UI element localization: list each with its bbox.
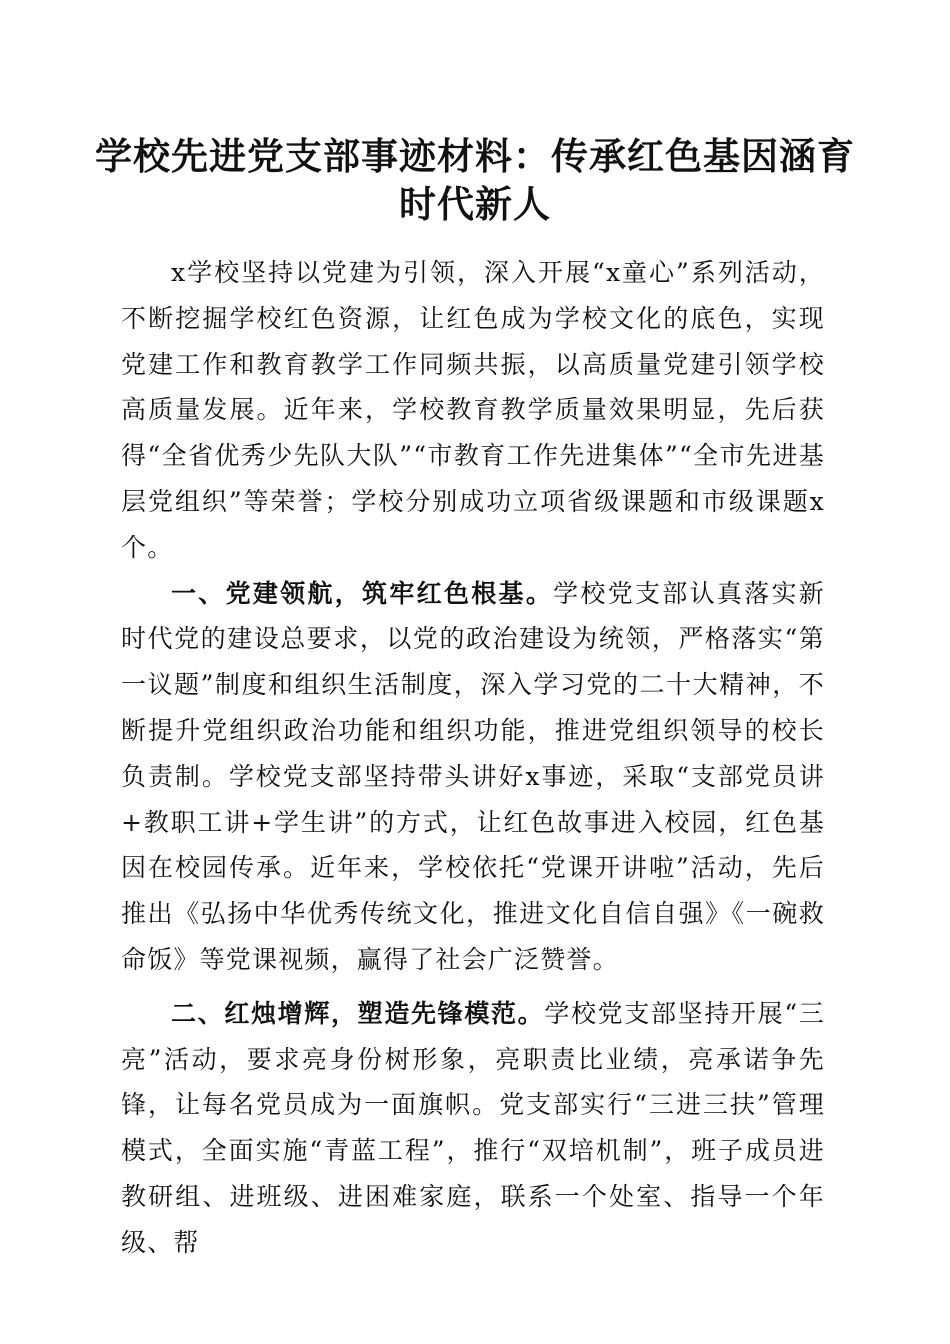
section-heading: 二、红烛增辉，塑造先锋模范。 — [171, 998, 545, 1028]
document-body — [121, 250, 825, 1266]
paragraph-text: x学校坚持以党建为引领，深入开展“x童心”系列活动，不断挖掘学校红色资源，让红色成为学校文化的底色，实现党建工作和教育教学工作同频共振，以高质量党建引领学校高质量发展。近年来，学校教育教学质量效果明显，先后获得“全省优秀少先队大队”“市教育工作先进集体”“全市先进基层党组织”等荣誉；学校分别成功立项省级课题和市级课题x个。 — [121, 258, 825, 562]
paragraph-section-2 — [121, 991, 825, 1266]
paragraph-text: 学校党支部认真落实新时代党的建设总要求，以党的政治建设为统领，严格落实“第一议题”制度和组织生活制度，深入学习党的二十大精神，不断提升党组织政治功能和组织功能，推进党组织领导的校长负责制。学校党支部坚持带头讲好x事迹，采取“支部党员讲+教职工讲+学生讲”的方式，让红色故事进入校园，红色基因在校园传承。近年来，学校依托“党课开讲啦”活动，先后推出《弘扬中华优秀传统文化，推进文化自信自强》《一碗救命饭》等党课视频，赢得了社会广泛赞誉。 — [121, 578, 825, 974]
document-title — [90, 132, 860, 228]
title-line-1: 学校先进党支部事迹材料：传承红色基因涵育 — [95, 134, 855, 178]
paragraph-section-1 — [121, 571, 825, 983]
title-line-2: 时代新人 — [399, 182, 551, 226]
section-heading: 一、党建领航，筑牢红色根基。 — [171, 578, 554, 608]
paragraph-intro — [121, 250, 825, 571]
paragraph-text: 学校党支部坚持开展“三亮”活动，要求亮身份树形象，亮职责比业绩，亮承诺争先锋，让每名党员成为一面旗帜。党支部实行“三进三扶”管理模式，全面实施“青蓝工程”，推行“双培机制”，班子成员进教研组、进班级、进困难家庭，联系一个处室、指导一个年级、帮 — [121, 998, 825, 1257]
